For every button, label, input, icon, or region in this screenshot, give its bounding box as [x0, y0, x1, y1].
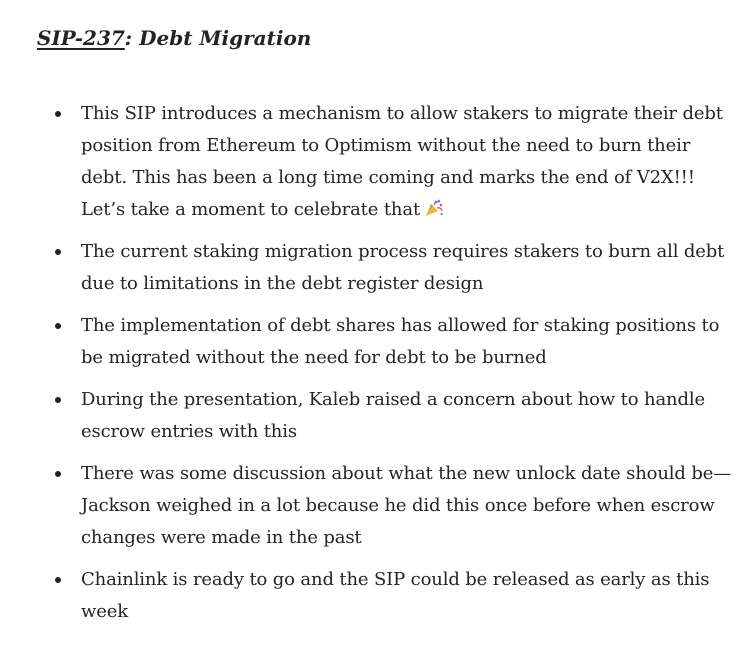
bullet-dot — [55, 249, 61, 255]
bullet-dot — [55, 471, 61, 477]
list-item — [0, 236, 750, 300]
heading-title: : Debt Migration — [124, 26, 312, 50]
list-item — [0, 98, 750, 226]
list-item — [0, 458, 750, 554]
list-item-text: This SIP introduces a mechanism to allow stakers to migrate their debt position from Ethereum to Optimism without the need to burn their debt. This has been a long time coming and marks the end of V2X!!! Let’s take a moment to celebrate that — [81, 103, 723, 220]
list-item-text: The current staking migration process requires stakers to burn all debt due to limitations in the debt register design — [81, 241, 725, 294]
bullet-dot — [55, 397, 61, 403]
bullet-dot — [55, 111, 61, 117]
sip-link[interactable]: SIP-237 — [37, 26, 125, 50]
list-item-text: Chainlink is ready to go and the SIP could be released as early as this week — [81, 569, 710, 622]
bullet-dot — [55, 323, 61, 329]
bullet-list — [0, 98, 750, 638]
list-item-text: The implementation of debt shares has allowed for staking positions to be migrated without the need for debt to be burned — [81, 315, 720, 368]
list-item — [0, 384, 750, 448]
party-popper-icon — [424, 196, 444, 214]
list-item — [0, 310, 750, 374]
list-item-text: During the presentation, Kaleb raised a concern about how to handle escrow entries with this — [81, 389, 705, 442]
bullet-dot — [55, 577, 61, 583]
list-item-text: There was some discussion about what the new unlock date should be—Jackson weighed in a lot because he did this once before when escrow changes were made in the past — [81, 463, 732, 548]
section-heading — [37, 23, 311, 53]
list-item — [0, 564, 750, 628]
